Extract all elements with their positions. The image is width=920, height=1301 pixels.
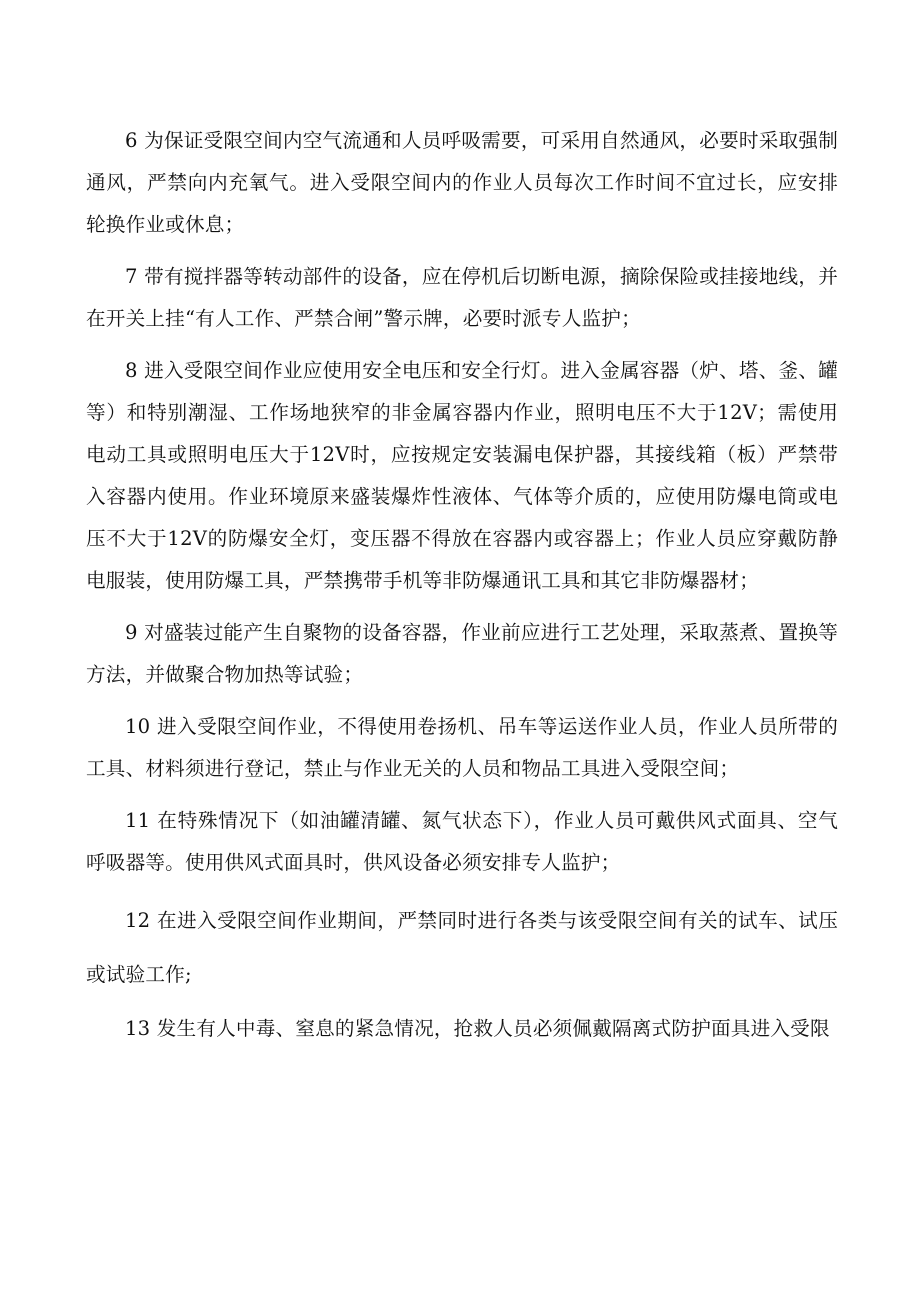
paragraph-13: 13 发生有人中毒、窒息的紧急情况，抢救人员必须佩戴隔离式防护面具进入受限 [125, 1017, 830, 1040]
paragraph-8: 8 进入受限空间作业应使用安全电压和安全行灯。进入金属容器（炉、塔、釜、罐等）和特别潮湿、工作场地狭窄的非金属容器内作业，照明电压不大于12V；需使用电动工具或照明电压大于12V时，应按规定安装漏电保护器，其接线箱（板）严禁带入容器内使用。作业环境原来盛装爆炸性液体、气体等介质的，应使用防爆电筒或电压不大于12V的防爆安全灯，变压器不得放在容器内或容器上；作业人员应穿戴防静电服装，使用防爆工具，严禁携带手机等非防爆通讯工具和其它非防爆器材； [86, 359, 838, 592]
paragraph-11: 11 在特殊情况下（如油罐清罐、氮气状态下），作业人员可戴供风式面具、空气呼吸器等。使用供风式面具时，供风设备必须安排专人监护； [86, 809, 838, 874]
document-body [86, 120, 838, 1060]
paragraph-7: 7 带有搅拌器等转动部件的设备，应在停机后切断电源，摘除保险或挂接地线，并在开关上挂“有人工作、严禁合闸”警示牌，必要时派专人监护； [86, 265, 838, 330]
paragraph-12: 12 在进入受限空间作业期间，严禁同时进行各类与该受限空间有关的试车、试压或试验工作; [86, 909, 838, 986]
paragraph-10: 10 进入受限空间作业，不得使用卷扬机、吊车等运送作业人员，作业人员所带的工具、材料须进行登记，禁止与作业无关的人员和物品工具进入受限空间； [86, 715, 838, 780]
paragraph-9: 9 对盛装过能产生自聚物的设备容器，作业前应进行工艺处理，采取蒸煮、置换等方法，并做聚合物加热等试验； [86, 621, 838, 686]
paragraph-6: 6 为保证受限空间内空气流通和人员呼吸需要，可采用自然通风，必要时采取强制通风，严禁向内充氧气。进入受限空间内的作业人员每次工作时间不宜过长，应安排轮换作业或休息； [86, 129, 838, 236]
